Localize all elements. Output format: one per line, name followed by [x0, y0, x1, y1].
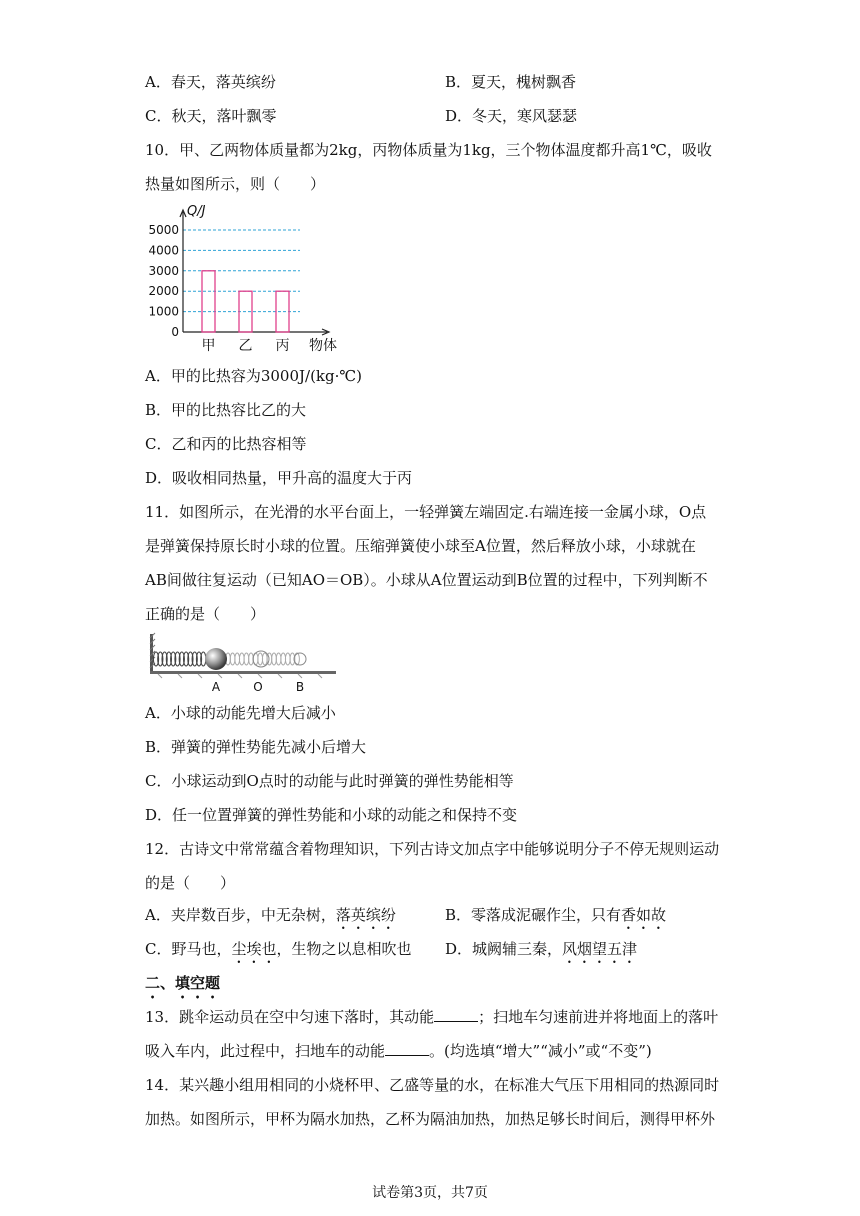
- q13-blank-1[interactable]: [434, 1007, 478, 1022]
- bar-1: [202, 271, 215, 332]
- ball-at-b: [294, 653, 306, 665]
- y-tick-label: 5000: [148, 223, 179, 237]
- x-tick-label: 乙: [238, 338, 253, 354]
- q13-line-2-part-b: 。(均选填“增大”“减小”或“不变”): [429, 1042, 652, 1060]
- q12-option-c: [145, 939, 412, 967]
- q12-option-b-dotted: 香如故: [621, 906, 667, 924]
- q12-option-c-prefix: C．野马也，: [145, 940, 232, 958]
- point-a-label: A: [211, 680, 221, 694]
- q12-option-a-prefix: A．夹岸数百步，中无杂树，: [145, 906, 336, 924]
- q10-stem-line-2: 热量如图所示，则（ ）: [145, 175, 326, 193]
- point-o-label: O: [253, 680, 263, 694]
- q13-line-1: [145, 1007, 718, 1027]
- y-tick-label: 4000: [148, 243, 179, 258]
- q10-bar-chart: [145, 200, 355, 356]
- q10-option-d: D．吸收相同热量，甲升高的温度大于丙: [145, 469, 413, 487]
- q9-option-b: B．夏天，槐树飘香: [445, 73, 577, 91]
- q12-option-b-prefix: B．零落成泥碾作尘，只有: [445, 906, 622, 924]
- q12-option-c-dotted: 尘埃也: [231, 940, 277, 958]
- section-heading: 二、填空题: [145, 974, 221, 992]
- q9-option-a: A．春天，落英缤纷: [145, 73, 276, 91]
- q9-option-d: D．冬天，寒风瑟瑟: [445, 107, 578, 125]
- y-tick-label: 3000: [148, 263, 179, 278]
- q13-line-1-part-a: 13．跳伞运动员在空中匀速下落时，其动能: [145, 1008, 435, 1026]
- q10-stem-line-1: 10．甲、乙两物体质量都为2kg，丙物体质量为1kg，三个物体温度都升高1℃，吸收: [145, 141, 712, 159]
- x-tick-label: 甲: [201, 338, 216, 354]
- q12-option-d-dotted: 风烟望五津: [562, 940, 638, 958]
- q13-line-2: [145, 1041, 652, 1061]
- y-axis-label: Q/J: [187, 204, 206, 219]
- q11-option-a: A．小球的动能先增大后减小: [145, 704, 336, 722]
- q13-blank-2[interactable]: [385, 1041, 429, 1056]
- q11-option-b: B．弹簧的弹性势能先减小后增大: [145, 738, 367, 756]
- q11-option-d: D．任一位置弹簧的弹性势能和小球的动能之和保持不变: [145, 806, 518, 824]
- q10-option-b: B．甲的比热容比乙的大: [145, 401, 307, 419]
- q11-stem-line-3: AB间做往复运动（已知AO＝OB）。小球从A位置运动到B位置的过程中，下列判断不: [145, 571, 708, 589]
- q14-line-2: 加热。如图所示，甲杯为隔水加热，乙杯为隔油加热，加热足够长时间后，测得甲杯外: [145, 1110, 716, 1128]
- q12-option-c-suffix: ，生物之以息相吹也: [276, 940, 412, 958]
- q13-line-1-part-b: ；扫地车匀速前进并将地面上的落叶: [478, 1008, 719, 1026]
- q11-option-c: C．小球运动到O点时的动能与此时弹簧的弹性势能相等: [145, 772, 514, 790]
- q9-option-c: C．秋天，落叶飘零: [145, 107, 277, 125]
- q12-option-a-dotted: 落英缤纷: [335, 906, 396, 924]
- q11-stem-line-1: 11．如图所示，在光滑的水平台面上，一轻弹簧左端固定.右端连接一金属小球，O点: [145, 503, 707, 521]
- q12-option-a: [145, 905, 396, 933]
- y-tick-label: 1000: [148, 304, 179, 319]
- q12-option-d-prefix: D．城阙辅三秦，: [445, 940, 563, 958]
- ball-at-a: [205, 648, 227, 670]
- y-tick-label: 2000: [148, 284, 179, 299]
- q13-line-2-part-a: 吸入车内，此过程中，扫地车的动能: [145, 1042, 386, 1060]
- x-tick-label: 丙: [275, 338, 290, 354]
- q12-stem-line-2: 的是（ ）: [145, 874, 236, 892]
- bar-3: [276, 291, 289, 332]
- q12-stem-line-1: 12．古诗文中常常蕴含着物理知识，下列古诗文加点字中能够说明分子不停无规则运动: [145, 840, 720, 858]
- spring-ball-figure: [148, 630, 338, 696]
- page-footer: 试卷第3页，共7页: [372, 1185, 488, 1201]
- q11-stem-line-2: 是弹簧保持原长时小球的位置。压缩弹簧使小球至A位置，然后释放小球，小球就在: [145, 537, 696, 555]
- q11-stem-line-4: 正确的是（ ）: [145, 605, 266, 623]
- point-b-label: B: [295, 680, 305, 694]
- q12-option-b: [445, 905, 666, 933]
- q14-line-1: 14．某兴趣小组用相同的小烧杯甲、乙盛等量的水，在标准大气压下用相同的热源同时: [145, 1076, 720, 1094]
- q10-option-a: A．甲的比热容为3000J/(kg·℃): [145, 367, 363, 385]
- q12-option-d: [445, 939, 637, 967]
- y-tick-label: 0: [171, 325, 179, 339]
- q10-option-c: C．乙和丙的比热容相等: [145, 435, 307, 453]
- x-axis-label: 物体: [309, 338, 337, 354]
